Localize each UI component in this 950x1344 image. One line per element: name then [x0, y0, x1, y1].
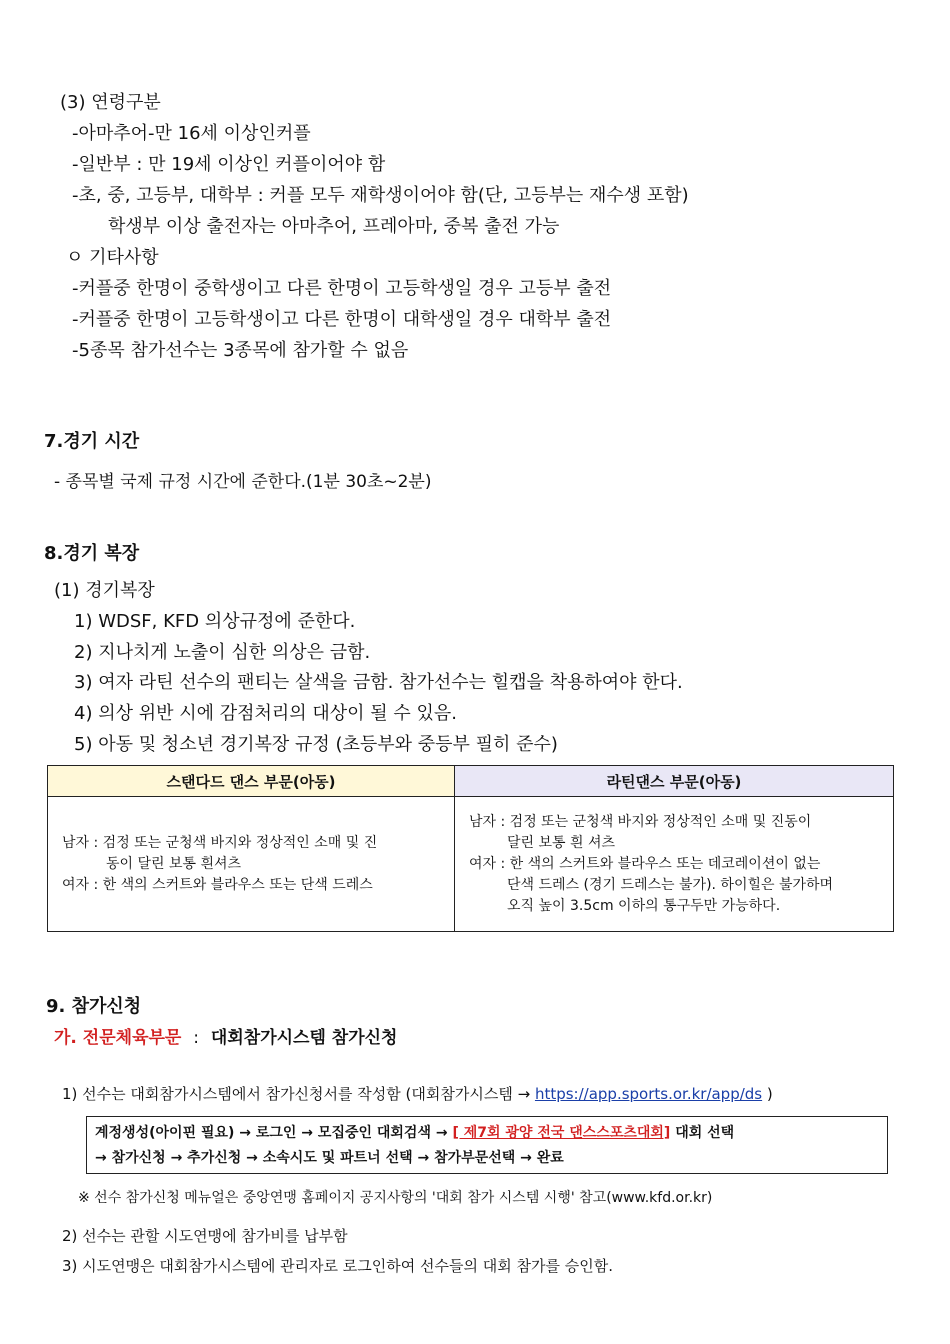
apply-step-1-close: ) [766, 1085, 773, 1103]
attire-item-2: 2) 지나치게 노출이 심한 의상은 금함. [74, 642, 371, 663]
attire-item-3: 3) 여자 라틴 선수의 팬티는 살색을 금함. 참가선수는 힐캡을 착용하여야 한다. [74, 672, 683, 693]
etc-line-1: -커플중 한명이 중학생이고 다른 한명이 고등학생일 경우 고등부 출전 [72, 278, 612, 299]
apply-step-2: 2) 선수는 관할 시도연맹에 참가비를 납부함 [62, 1227, 348, 1245]
apply-sub-separator: : [193, 1028, 199, 1048]
procedure-steps-a: 계정생성(아이핀 필요) → 로그인 → 모집중인 대회검색 → [95, 1125, 448, 1141]
attire-item-1: 1) WDSF, KFD 의상규정에 준한다. [74, 611, 356, 632]
apply-step-1-text: 1) 선수는 대회참가시스템에서 참가신청서를 작성함 (대회참가시스템 → [62, 1085, 531, 1103]
latin-men-line-cont: 달린 보통 흰 셔츠 [507, 834, 616, 851]
manual-note: ※ 선수 참가신청 메뉴얼은 중앙연맹 홈페이지 공지사항의 '대회 참가 시스템 시행' 참고(www.kfd.or.kr) [78, 1190, 713, 1206]
system-link[interactable]: https://app.sports.or.kr/app/ds [534, 1085, 763, 1103]
apply-subheading [54, 1023, 397, 1048]
age-line-students-note: 학생부 이상 출전자는 아마추어, 프레아마, 중복 출전 가능 [108, 216, 560, 237]
procedure-competition-name: [ 제7회 광양 전국 댄스스포츠대회] [452, 1125, 671, 1141]
latin-women-line-cont-1: 단색 드레스 (경기 드레스는 불가). 하이힐은 불가하며 [507, 876, 834, 893]
time-line: - 종목별 국제 규정 시간에 준한다.(1분 30초~2분) [54, 472, 432, 492]
apply-step-1 [62, 1083, 773, 1104]
apply-heading: 9. 참가신청 [46, 996, 142, 1017]
attire-item-5: 5) 아동 및 청소년 경기복장 규정 (초등부와 중등부 필히 준수) [74, 734, 558, 755]
attire-heading: 8.경기 복장 [44, 543, 140, 564]
standard-men-line: 남자 : 검정 또는 군청색 바지와 정상적인 소매 및 진 [62, 834, 378, 851]
apply-step-3: 3) 시도연맹은 대회참가시스템에 관리자로 로그인하여 선수들의 대회 참가를 승인함. [62, 1257, 613, 1275]
age-line-amateur: -아마추어-만 16세 이상인커플 [72, 123, 311, 144]
procedure-steps-b: 대회 선택 [675, 1125, 735, 1141]
time-heading: 7.경기 시간 [44, 431, 140, 452]
costume-table [47, 765, 894, 932]
age-line-students: -초, 중, 고등부, 대학부 : 커플 모두 재학생이어야 함(단, 고등부는 재수생 포함) [72, 185, 689, 206]
latin-header: 라틴댄스 부문(아동) [455, 766, 894, 797]
latin-women-line-cont-2: 오직 높이 3.5cm 이하의 통구두만 가능하다. [507, 897, 781, 914]
attire-sub: (1) 경기복장 [54, 580, 155, 601]
procedure-line-1 [95, 1121, 879, 1146]
standard-cell [48, 797, 455, 932]
etc-line-3: -5종목 참가선수는 3종목에 참가할 수 없음 [72, 340, 409, 361]
attire-item-4: 4) 의상 위반 시에 감점처리의 대상이 될 수 있음. [74, 703, 457, 724]
latin-men-line: 남자 : 검정 또는 군청색 바지와 정상적인 소매 및 진동이 [469, 813, 812, 830]
age-section-title: (3) 연령구분 [60, 92, 161, 113]
procedure-box [86, 1116, 888, 1174]
etc-title: ㅇ 기타사항 [66, 247, 159, 268]
age-line-general: -일반부 : 만 19세 이상인 커플이어야 함 [72, 154, 386, 175]
apply-sub-category: 가. 전문체육부문 [54, 1028, 182, 1048]
latin-cell [455, 797, 894, 932]
standard-header: 스탠다드 댄스 부문(아동) [48, 766, 455, 797]
procedure-line-2: → 참가신청 → 추가신청 → 소속시도 및 파트너 선택 → 참가부문선택 → 완료 [95, 1150, 564, 1166]
standard-women-line: 여자 : 한 색의 스커트와 블라우스 또는 단색 드레스 [62, 876, 373, 893]
etc-line-2: -커플중 한명이 고등학생이고 다른 한명이 대학생일 경우 대학부 출전 [72, 309, 612, 330]
standard-men-line-cont: 동이 달린 보통 흰셔츠 [106, 855, 242, 872]
latin-women-line: 여자 : 한 색의 스커트와 블라우스 또는 데코레이션이 없는 [469, 855, 821, 872]
apply-sub-system: 대회참가시스템 참가신청 [210, 1028, 398, 1048]
